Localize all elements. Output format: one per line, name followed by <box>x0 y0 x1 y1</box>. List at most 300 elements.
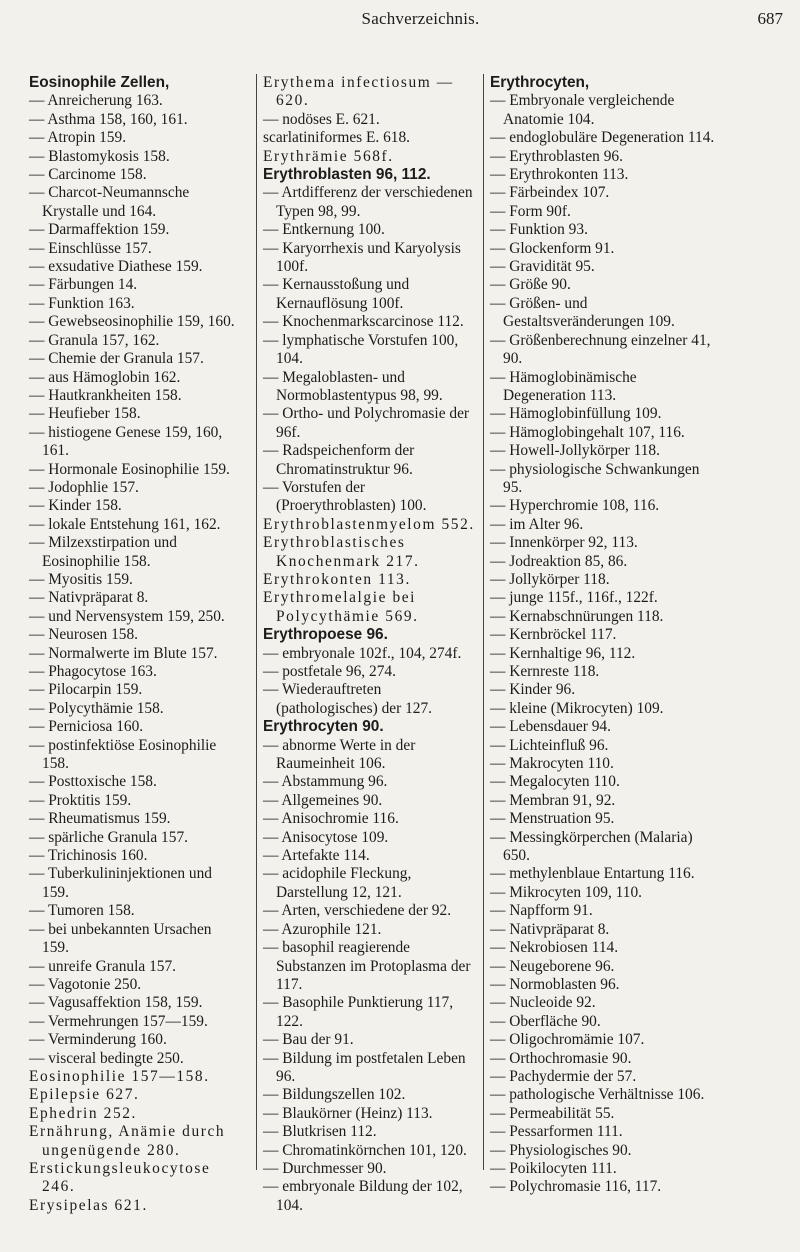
index-entry-text: — Darmaffektion 159. <box>29 221 170 239</box>
index-entry-text: Eosinophile Zellen, <box>29 74 170 91</box>
index-entry-text: — Atropin 159. <box>29 129 127 147</box>
index-entry <box>263 939 478 994</box>
index-entry-text: — Gewebseosinophilie 159, 160. <box>29 313 235 331</box>
index-entry-text: — Granula 157, 162. <box>29 331 160 349</box>
index-entry-text: — Anisochromie 116. <box>263 810 399 828</box>
index-entry-text: — Wiederauftreten (pathologisches) der 127. <box>263 681 433 717</box>
index-entry-text: — Hämoglobinämische Degeneration 113. <box>490 368 637 404</box>
index-entry <box>29 718 239 736</box>
index-entry-text: — Napfform 91. <box>490 902 593 920</box>
index-entry <box>490 571 718 589</box>
index-entry-text: — junge 115f., 116f., 122f. <box>490 589 658 607</box>
index-entry <box>490 921 718 939</box>
index-entry <box>490 1123 718 1141</box>
index-entry <box>263 276 478 313</box>
index-entry-text: — Poikilocyten 111. <box>490 1159 617 1177</box>
index-entry <box>29 276 239 294</box>
index-entry-text: — Verminderung 160. <box>29 1031 167 1049</box>
index-column-left <box>29 74 239 1215</box>
index-entry <box>263 1105 478 1123</box>
index-entry-text: — Trichinosis 160. <box>29 847 148 865</box>
index-entry-text: — Megaloblasten- und Normoblastentypus 98, 99. <box>263 368 443 404</box>
index-entry <box>263 829 478 847</box>
index-entry <box>29 571 239 589</box>
page-number: 687 <box>757 9 783 28</box>
index-entry-text: — Vermehrungen 157—159. <box>29 1012 208 1030</box>
index-entry-text: Ernährung, Anämie durch ungenügende 280. <box>29 1123 226 1159</box>
index-column-middle <box>256 74 478 1214</box>
index-entry <box>490 645 718 663</box>
index-entry <box>29 369 239 387</box>
index-entry <box>29 332 239 350</box>
index-entry-text: — Posttoxische 158. <box>29 773 157 791</box>
index-entry-text: — Menstruation 95. <box>490 810 615 828</box>
index-entry <box>29 681 239 699</box>
index-entry <box>490 589 718 607</box>
index-entry <box>490 442 718 460</box>
index-entry-text: — kleine (Mikrocyten) 109. <box>490 699 664 717</box>
index-entry <box>263 1142 478 1160</box>
index-entry-text: — physiologische Schwankungen 95. <box>490 460 700 496</box>
index-entry-text: — Hautkrankheiten 158. <box>29 386 182 404</box>
index-entry-text: — embryonale Bildung der 102, 104. <box>263 1178 463 1214</box>
index-entry-text: scarlatiniformes E. 618. <box>263 129 411 147</box>
index-entry <box>490 810 718 828</box>
index-entry <box>29 663 239 681</box>
index-entry <box>490 516 718 534</box>
index-entry-text: — histiogene Genese 159, 160, 161. <box>29 423 223 460</box>
index-entry-text: — Asthma 158, 160, 161. <box>29 110 188 128</box>
index-entry <box>29 1031 239 1049</box>
index-entry-text: — Hyperchromie 108, 116. <box>490 497 660 515</box>
index-entry <box>490 276 718 294</box>
index-entry-text: — Größen- und Gestaltsveränderungen 109. <box>490 294 675 331</box>
index-entry-text: — Chemie der Granula 157. <box>29 350 204 368</box>
index-entry <box>29 1105 239 1123</box>
index-entry <box>263 240 478 277</box>
index-entry <box>29 737 239 774</box>
index-entry <box>490 773 718 791</box>
index-entry-text: — Artdifferenz der verschiedenen Typen 98, 99. <box>263 184 473 220</box>
index-entry <box>263 626 478 644</box>
index-entry-text: Erythromelalgie bei Polycythämie 569. <box>263 589 419 625</box>
index-entry-text: — Kernabschnürungen 118. <box>490 607 664 625</box>
index-entry <box>29 847 239 865</box>
index-entry <box>263 921 478 939</box>
index-entry-text: — Färbeindex 107. <box>490 184 610 202</box>
index-entry-text: — Blutkrisen 112. <box>263 1123 377 1141</box>
index-entry <box>29 129 239 147</box>
index-entry <box>29 148 239 166</box>
index-entry-text: — methylenblaue Entartung 116. <box>490 865 695 883</box>
index-entry <box>263 847 478 865</box>
index-entry-text: — Funktion 163. <box>29 294 135 312</box>
index-entry <box>29 645 239 663</box>
index-entry <box>29 111 239 129</box>
index-entry-text: — Howell-Jollykörper 118. <box>490 442 660 460</box>
index-entry-text: — Kernausstoßung und Kernauflösung 100f. <box>263 276 410 312</box>
index-entry-text: — im Alter 96. <box>490 515 584 533</box>
index-entry-text: — visceral bedingte 250. <box>29 1049 184 1067</box>
index-entry <box>29 1123 239 1160</box>
index-entry <box>490 534 718 552</box>
index-entry-text: — Erythroblasten 96. <box>490 147 623 165</box>
index-entry <box>490 1068 718 1086</box>
index-entry-text: — Artefakte 114. <box>263 847 370 865</box>
index-entry-text: — Knochenmarkscarcinose 112. <box>263 313 464 331</box>
index-entry-text: — Jodophlie 157. <box>29 478 139 496</box>
index-entry <box>29 516 239 534</box>
index-entry <box>29 405 239 423</box>
index-entry-text: — Lebensdauer 94. <box>490 718 611 736</box>
index-entry <box>29 829 239 847</box>
index-entry <box>490 1105 718 1123</box>
index-entry-text: — aus Hämoglobin 162. <box>29 368 181 386</box>
index-entry <box>263 148 478 166</box>
index-entry <box>263 663 478 681</box>
index-entry <box>29 1068 239 1086</box>
index-entry <box>29 1160 239 1197</box>
index-entry <box>490 902 718 920</box>
index-entry-text: — Blastomykosis 158. <box>29 147 170 165</box>
index-entry-text: — lymphatische Vorstufen 100, 104. <box>263 331 459 368</box>
index-entry <box>29 350 239 368</box>
page-header <box>58 9 783 33</box>
index-entry <box>263 589 478 626</box>
index-entry <box>490 129 718 147</box>
index-entry <box>490 994 718 1012</box>
index-entry <box>490 1160 718 1178</box>
index-entry <box>490 369 718 406</box>
index-entry <box>29 497 239 515</box>
index-entry <box>29 700 239 718</box>
index-entry <box>263 865 478 902</box>
index-entry-text: — Kinder 158. <box>29 497 122 515</box>
index-entry <box>263 994 478 1031</box>
index-entry <box>263 1160 478 1178</box>
index-entry-text: — Neugeborene 96. <box>490 957 615 975</box>
index-entry-text: — Milzexstirpation und Eosinophilie 158. <box>29 534 177 570</box>
index-entry <box>490 1013 718 1031</box>
index-entry-text: — Proktitis 159. <box>29 791 132 809</box>
index-entry-text: — Tuberkulininjektionen und 159. <box>29 865 212 901</box>
index-entry <box>490 405 718 423</box>
index-entry-text: — Physiologisches 90. <box>490 1141 632 1159</box>
index-entry <box>490 1142 718 1160</box>
index-entry <box>263 1123 478 1141</box>
index-entry-text: — Perniciosa 160. <box>29 718 144 736</box>
index-entry-text: — Chromatinkörnchen 101, 120. <box>263 1141 467 1159</box>
index-entry-text: — Bildung im postfetalen Leben 96. <box>263 1049 466 1085</box>
index-entry <box>490 184 718 202</box>
index-entry <box>263 1086 478 1104</box>
index-entry-text: — Carcinome 158. <box>29 166 147 184</box>
index-entry-text: Epilepsie 627. <box>29 1086 140 1104</box>
index-entry-text: Erysipelas 621. <box>29 1196 148 1214</box>
index-entry <box>263 645 478 663</box>
index-entry-text: — Anreicherung 163. <box>29 92 163 110</box>
index-entry-text: — Membran 91, 92. <box>490 791 616 809</box>
index-entry-text: — Messingkörperchen (Malaria) 650. <box>490 828 693 865</box>
index-entry-text: Erythrocyten, <box>490 74 590 91</box>
index-entry-text: — Durchmesser 90. <box>263 1159 387 1177</box>
index-entry <box>29 479 239 497</box>
index-entry <box>29 184 239 221</box>
index-entry-text: — Jodreaktion 85, 86. <box>490 552 628 570</box>
index-entry <box>263 902 478 920</box>
index-entry <box>29 461 239 479</box>
index-entry-text: — Basophile Punktierung 117, 122. <box>263 994 454 1030</box>
index-entry <box>263 369 478 406</box>
index-entry <box>29 902 239 920</box>
index-entry-text: — Größenberechnung einzelner 41, 90. <box>490 331 711 368</box>
index-entry <box>29 1086 239 1104</box>
index-entry-text: — Pessarformen 111. <box>490 1123 623 1141</box>
index-entry <box>29 976 239 994</box>
index-entry-text: — abnorme Werte in der Raumeinheit 106. <box>263 736 416 773</box>
index-entry <box>490 608 718 626</box>
index-entry <box>490 700 718 718</box>
index-entry <box>263 166 478 184</box>
index-entry-text: — Normoblasten 96. <box>490 975 620 993</box>
index-entry-text: — Nekrobiosen 114. <box>490 939 619 957</box>
index-entry <box>490 221 718 239</box>
index-entry <box>29 240 239 258</box>
index-entry <box>490 203 718 221</box>
index-entry-text: — Oberfläche 90. <box>490 1012 601 1030</box>
index-entry-text: — lokale Entstehung 161, 162. <box>29 515 221 533</box>
index-entry <box>29 424 239 461</box>
index-entry-text: — embryonale 102f., 104, 274f. <box>263 644 462 662</box>
index-entry-text: — Pilocarpin 159. <box>29 681 143 699</box>
index-entry-text: — Funktion 93. <box>490 221 588 239</box>
index-entry <box>263 718 478 736</box>
index-entry-text: — Entkernung 100. <box>263 221 385 239</box>
index-entry <box>29 792 239 810</box>
index-entry-text: — Blaukörner (Heinz) 113. <box>263 1104 433 1122</box>
index-entry <box>490 626 718 644</box>
index-entry-text: — Pachydermie der 57. <box>490 1067 637 1085</box>
index-entry-text: — Nativpräparat 8. <box>490 920 610 938</box>
index-entry-text: — Erythrokonten 113. <box>490 166 629 184</box>
index-entry-text: — Megalocyten 110. <box>490 773 620 791</box>
index-entry <box>490 718 718 736</box>
index-entry <box>263 681 478 718</box>
index-entry <box>490 166 718 184</box>
index-entry <box>490 829 718 866</box>
index-entry <box>490 755 718 773</box>
index-entry-text: — Embryonale vergleichende Anatomie 104. <box>490 92 675 128</box>
index-entry <box>263 516 478 534</box>
index-entry-text: Erythrocyten 90. <box>263 718 384 736</box>
index-entry-text: — Orthochromasie 90. <box>490 1049 632 1067</box>
index-entry-text: — basophil reagierende Substanzen im Protoplasma der 117. <box>263 939 471 993</box>
index-entry <box>490 92 718 129</box>
index-entry <box>263 221 478 239</box>
index-entry-text: Erythroblastenmyelom 552. <box>263 515 475 533</box>
index-entry-text: — Makrocyten 110. <box>490 755 614 773</box>
index-entry-text: Erythrokonten 113. <box>263 570 411 588</box>
index-entry-text: — Nucleoide 92. <box>490 994 596 1012</box>
index-entry-text: — exsudative Diathese 159. <box>29 258 203 276</box>
index-entry-text: — Charcot-Neumannsche Krystalle und 164. <box>29 184 190 220</box>
index-entry-text: — Rheumatismus 159. <box>29 810 171 828</box>
index-entry-text: — Vagotonie 250. <box>29 975 142 993</box>
index-entry <box>490 976 718 994</box>
index-entry-text: — Azurophile 121. <box>263 920 382 938</box>
index-entry <box>29 589 239 607</box>
index-entry <box>490 424 718 442</box>
index-entry-text: — Jollykörper 118. <box>490 570 610 588</box>
index-entry <box>263 479 478 516</box>
index-entry-text: — Glockenform 91. <box>490 239 615 257</box>
index-entry-text: — Tumoren 158. <box>29 902 135 920</box>
index-entry-text: — Polycythämie 158. <box>29 699 164 717</box>
index-column-right <box>483 74 718 1196</box>
index-entry <box>490 497 718 515</box>
index-entry <box>29 166 239 184</box>
index-entry <box>29 865 239 902</box>
index-entry <box>29 534 239 571</box>
index-entry <box>263 1050 478 1087</box>
index-entry-text: — Myositis 159. <box>29 570 133 588</box>
index-entry-text: — Radspeichenform der Chromatinstruktur 96. <box>263 442 415 478</box>
index-entry <box>490 865 718 883</box>
index-entry-text: Eosinophilie 157—158. <box>29 1067 210 1085</box>
index-entry-text: — Hämoglobinfüllung 109. <box>490 405 662 423</box>
index-entry <box>490 148 718 166</box>
index-entry-text: — Färbungen 14. <box>29 276 138 294</box>
index-entry-text: Erythroblastisches Knochenmark 217. <box>263 534 420 570</box>
index-entry <box>29 921 239 958</box>
index-entry-text: — bei unbekannten Ursachen 159. <box>29 920 212 957</box>
index-entry-text: — Normalwerte im Blute 157. <box>29 644 218 662</box>
index-entry-text: — endoglobuläre Degeneration 114. <box>490 129 715 147</box>
index-entry <box>263 184 478 221</box>
index-entry-text: Ephedrin 252. <box>29 1104 137 1122</box>
index-entry-text: — Hormonale Eosinophilie 159. <box>29 460 230 478</box>
index-entry <box>263 74 478 111</box>
index-entry-text: — postfetale 96, 274. <box>263 663 396 680</box>
index-entry-text: — Bau der 91. <box>263 1031 354 1049</box>
index-entry-text: Erythrämie 568f. <box>263 147 394 165</box>
index-entry-text: — Karyorrhexis und Karyolysis 100f. <box>263 239 461 276</box>
index-entry-text: — Kinder 96. <box>490 681 576 699</box>
index-entry <box>263 773 478 791</box>
index-entry-text: — Größe 90. <box>490 276 571 294</box>
index-entry-text: — Oligochromämie 107. <box>490 1031 645 1049</box>
index-entry-text: — und Nervensystem 159, 250. <box>29 607 225 625</box>
index-entry-text: — Ortho- und Polychromasie der 96f. <box>263 405 470 441</box>
index-entry-text: — Abstammung 96. <box>263 773 388 791</box>
index-entry <box>29 221 239 239</box>
index-entry <box>490 258 718 276</box>
index-entry-text: — Vorstufen der (Proerythroblasten) 100. <box>263 478 427 515</box>
index-entry <box>490 737 718 755</box>
index-entry-text: Erstickungsleukocytose 246. <box>29 1159 211 1196</box>
index-entry <box>263 1178 478 1215</box>
index-entry <box>29 608 239 626</box>
index-entry <box>490 1178 718 1196</box>
index-entry <box>29 258 239 276</box>
index-entry <box>490 681 718 699</box>
index-entry <box>29 92 239 110</box>
index-entry <box>490 884 718 902</box>
index-entry-text: — Mikrocyten 109, 110. <box>490 883 643 901</box>
index-entry <box>29 1013 239 1031</box>
index-entry-text: — Bildungszellen 102. <box>263 1086 406 1104</box>
index-entry <box>263 534 478 571</box>
index-entry-text: — Kernbröckel 117. <box>490 626 617 644</box>
index-entry-text: — Polychromasie 116, 117. <box>490 1178 662 1196</box>
index-entry <box>490 240 718 258</box>
index-entry <box>490 1086 718 1104</box>
index-entry-text: Erythropoese 96. <box>263 626 388 644</box>
index-entry-text: — Lichteinfluß 96. <box>490 736 609 754</box>
index-entry <box>490 939 718 957</box>
index-entry <box>263 442 478 479</box>
index-entry <box>263 332 478 369</box>
index-entry <box>29 1197 239 1215</box>
index-entry-text: Erythroblasten 96, 112. <box>263 166 431 184</box>
index-entry <box>263 571 478 589</box>
index-entry-text: — Permeabilität 55. <box>490 1104 615 1122</box>
index-entry-text: — Kernhaltige 96, 112. <box>490 644 636 662</box>
index-entry-text: — postinfektiöse Eosinophilie 158. <box>29 736 217 773</box>
index-entry <box>263 792 478 810</box>
index-entry <box>29 74 239 92</box>
index-entry <box>263 405 478 442</box>
index-entry-text: — Gravidität 95. <box>490 258 595 276</box>
index-entry <box>490 74 718 92</box>
index-entry <box>490 461 718 498</box>
index-entry-text: — pathologische Verhältnisse 106. <box>490 1086 705 1104</box>
index-entry <box>490 1050 718 1068</box>
index-entry-text: — Hämoglobingehalt 107, 116. <box>490 423 685 441</box>
index-entry <box>490 332 718 369</box>
index-entry <box>263 737 478 774</box>
index-entry-text: — Heufieber 158. <box>29 405 141 423</box>
index-entry-text: — unreife Granula 157. <box>29 957 177 975</box>
index-entry <box>29 810 239 828</box>
index-entry <box>490 792 718 810</box>
index-entry <box>29 295 239 313</box>
running-title: Sachverzeichnis. <box>361 9 480 28</box>
index-entry <box>29 958 239 976</box>
index-entry <box>263 129 478 147</box>
index-entry-text: — Form 90f. <box>490 202 571 220</box>
index-entry <box>263 810 478 828</box>
index-entry-text: — Allgemeines 90. <box>263 791 383 809</box>
index-entry-text: — Arten, verschiedene der 92. <box>263 902 452 920</box>
index-entry-text: Erythema infectiosum — 620. <box>263 74 454 110</box>
index-entry <box>490 1031 718 1049</box>
index-entry-text: — Nativpräparat 8. <box>29 589 149 607</box>
index-entry <box>29 387 239 405</box>
index-entry <box>263 313 478 331</box>
index-entry-text: — Phagocytose 163. <box>29 663 157 680</box>
index-entry <box>29 773 239 791</box>
index-entry <box>263 111 478 129</box>
index-entry-text: — spärliche Granula 157. <box>29 828 188 846</box>
index-entry-text: — Vagusaffektion 158, 159. <box>29 994 203 1012</box>
index-entry-text: — nodöses E. 621. <box>263 110 380 128</box>
index-entry-text: — Neurosen 158. <box>29 626 138 644</box>
index-entry <box>490 553 718 571</box>
index-entry <box>490 295 718 332</box>
index-entry <box>263 1031 478 1049</box>
index-entry <box>29 626 239 644</box>
